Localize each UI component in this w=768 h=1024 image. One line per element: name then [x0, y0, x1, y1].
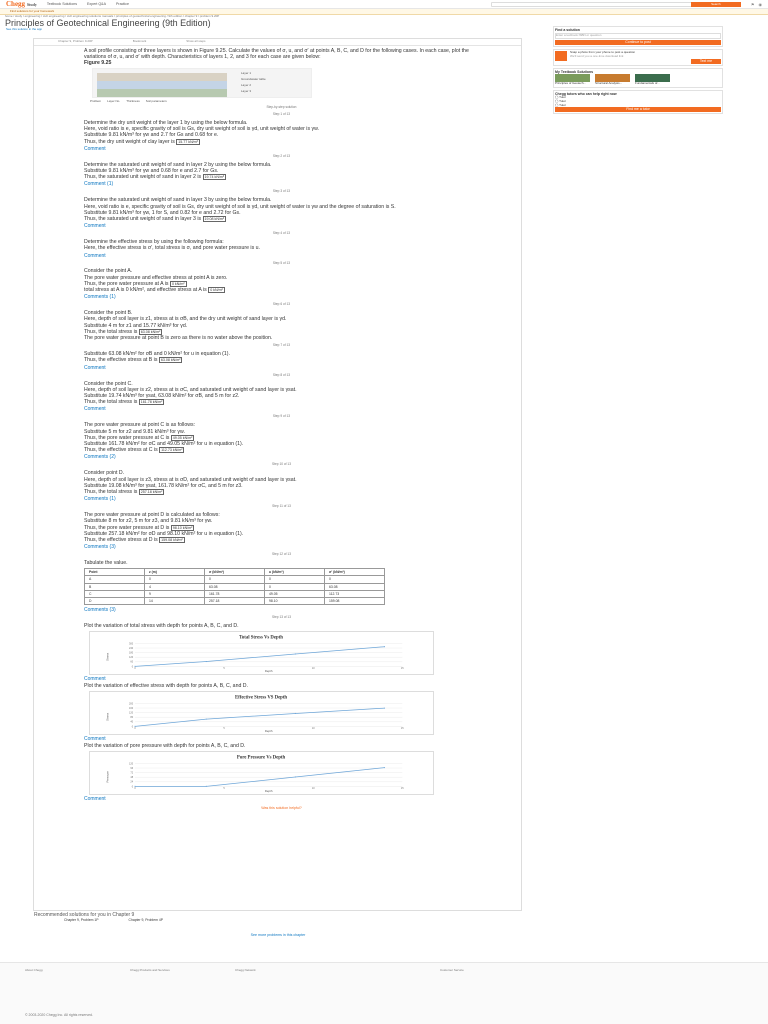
y-tick-label: 120 [128, 762, 134, 766]
snap-photo-card [553, 49, 723, 66]
table-cell: 9 [145, 590, 205, 597]
step-text: Consider the point B. [84, 310, 133, 317]
result-text: Thus, the dry unit weight of clay layer is [84, 138, 175, 145]
layer-2-band [97, 81, 227, 89]
y-tick-label: 80 [130, 716, 134, 720]
step-sub: Substitute 4 m for z1 and 15.77 kN/m³ for γd. [84, 322, 188, 329]
footer-col-network[interactable]: Chegg Network [235, 968, 256, 972]
result-text: Thus, the saturated unit weight of sand in layer 3 is [84, 216, 202, 223]
y-tick-label: 48 [130, 776, 134, 780]
nav-practice[interactable]: Practice [115, 1, 129, 6]
step-sub: Substitute 19.74 kN/m³ for γsat, 63.08 kN/m² for σB, and 5 m for z2. [84, 392, 240, 399]
rec-link-1[interactable]: Chapter 9, Problem 1P [64, 918, 99, 923]
chart-lead-text: Plot the variation of effective stress with depth for points A, B, C, and D. [84, 682, 248, 689]
solution-step [84, 155, 479, 188]
y-axis-label: Stress [105, 712, 110, 721]
data-point [384, 708, 385, 709]
rec-link-2[interactable]: Chapter 9, Problem 4P [128, 918, 163, 923]
step-result [84, 335, 479, 341]
result-text: Thus, the total stress is [84, 489, 138, 496]
comment-link[interactable]: Comment [84, 252, 106, 259]
table-row [85, 590, 385, 597]
step-sub: The pore water pressure and effective stress at point A is zero. [84, 274, 228, 281]
table-cell: 14 [145, 597, 205, 604]
step-sub: Here, depth of soil layer is z3, stress at is σD, and saturated unit weight of sand layer is γsat. [84, 476, 297, 483]
step-result [84, 174, 479, 180]
solution-step [84, 303, 479, 341]
solution-step [84, 374, 479, 413]
step-sub: Substitute 19.08 kN/m³ for γsat, 161.78 kN/m² for σC, and 5 m for z3. [84, 482, 243, 489]
x-tick-label: 0 [134, 667, 136, 671]
solution-content [34, 46, 521, 811]
step-sub: Here, void ratio is e, specific gravity of soil is Gs, dry unit weight of soil is γd, unit weight of water is γw and the degree of saturation is S. [84, 203, 396, 210]
comment-link[interactable]: Comment [84, 145, 106, 152]
step-result [84, 139, 479, 145]
result-text: total stress at A is 0 kN/m², and effective stress at A is [84, 287, 207, 294]
x-tick-label: 15 [400, 667, 404, 671]
book-title-3[interactable]: Fundamentals of... [635, 81, 660, 85]
breadcrumb[interactable]: home / study / engineering / civil engineering / civil engineering solutions manuals / principles of geotechnical engineering / 9th edition / chapter 9 / problem 9.20P [5, 15, 220, 18]
comment-link[interactable]: Comment [84, 223, 106, 230]
x-tick-label: 15 [400, 787, 404, 791]
step-sub: Here, depth of soil layer is z2, stress at is σC, and saturated unit weight of sand layer is γsat. [84, 386, 297, 393]
textbooks-title: My Textbook Solutions [555, 69, 594, 74]
soil-profile-figure [92, 68, 312, 98]
values-table [84, 568, 385, 604]
table-cell: 4 [145, 583, 205, 590]
text-me-button[interactable]: Text me [691, 59, 721, 64]
step-header: Step 8 of 13 [272, 372, 291, 377]
x-tick-label: 5 [223, 667, 225, 671]
textbook-solutions-card [553, 68, 723, 88]
step-by-step-label: Step-by-step solution [266, 105, 297, 110]
comment-link[interactable]: Comments (3) [84, 544, 116, 551]
y-axis-label: Stress [105, 652, 110, 661]
continue-button[interactable]: Continue to post [555, 40, 721, 45]
comment-link[interactable]: Comments (1) [84, 496, 116, 503]
comment-link[interactable]: Comments (3) [84, 606, 116, 613]
result-value: 19.08 kN/m³ [204, 217, 225, 222]
step-text: Tabulate the value. [84, 560, 128, 567]
tutor-row[interactable]: ◯ Tutor [555, 98, 567, 103]
step-header: Step 6 of 13 [272, 302, 291, 307]
table-cell: 0 [205, 576, 265, 583]
step-sub: Substitute 5 m for z2 and 9.81 kN/m³ for γw. [84, 428, 185, 435]
table-header: z (m) [145, 569, 205, 576]
table-cell: 159.08 [325, 597, 385, 604]
result-text: Thus, the effective stress at B is [84, 357, 158, 364]
data-point [295, 713, 296, 714]
solution-step [84, 505, 479, 550]
x-axis-label: Depth [264, 789, 273, 794]
y-tick-label: 160 [128, 707, 134, 711]
table-cell: 112.73 [325, 590, 385, 597]
table-row [85, 576, 385, 583]
data-point [206, 661, 207, 662]
chapter-bar [34, 39, 521, 46]
book-title: Principles of Geotechnical Engineering (9th Edition) [5, 18, 211, 28]
table-cell: 63.08 [205, 583, 265, 590]
step-sub: Here, depth of soil layer is z1, stress at is σB, and the dry unit weight of sand layer is γd. [84, 316, 287, 323]
account-icon[interactable]: ◉ [758, 1, 762, 7]
table-cell: C [85, 590, 145, 597]
step-header: Step 10 of 13 [272, 462, 291, 467]
x-axis-label: Depth [264, 729, 273, 734]
data-point [131, 725, 135, 729]
x-tick-label: 0 [134, 787, 136, 791]
y-tick-label: 180 [128, 651, 134, 655]
book-title-1[interactable]: Principles of Geotech... [555, 81, 587, 85]
table-cell: 0 [145, 576, 205, 583]
result-text: Thus, the pore water pressure at D is [84, 524, 170, 531]
step-text: Determine the dry unit weight of the layer 1 by using the below formula. [84, 119, 248, 126]
step-text: The pore water pressure at point C is as follows: [84, 422, 196, 429]
step-sub: Substitute 9.81 kN/m³ for γw, 1 for S, and 0.82 for e and 2.72 for Gs. [84, 209, 241, 216]
fig-legend-1: Layer 1 [241, 70, 252, 75]
step-sub: Here, void ratio is e, specific gravity of soil is Gs, dry unit weight of soil is γd, unit weight of water is γw. [84, 126, 319, 133]
helpful-prompt[interactable]: Was this solution helpful? [261, 806, 302, 811]
step-header: Step 11 of 13 [272, 504, 291, 509]
solution-step [84, 344, 479, 370]
step-result [84, 537, 479, 543]
step-text: Plot the variation of total stress with depth for points A, B, C, and D. [84, 622, 239, 629]
data-point [295, 653, 296, 654]
nav-textbook-solutions[interactable]: Textbook Solutions [46, 1, 77, 6]
step-header: Step 3 of 13 [272, 189, 291, 194]
steps-list [84, 113, 479, 802]
layer-3-band [97, 89, 227, 97]
chart-title: Pore Pressure Vs Depth [236, 755, 286, 761]
chart-block [84, 683, 479, 742]
x-tick-label: 0 [134, 727, 136, 731]
y-tick-label: 200 [128, 702, 134, 706]
search-button[interactable]: Search [691, 2, 741, 7]
comment-link[interactable]: Comment [84, 675, 106, 682]
line-chart [89, 691, 434, 735]
y-tick-label: 120 [128, 711, 134, 715]
result-text: Thus, the pore water pressure at C is [84, 434, 170, 441]
step-text: Determine the saturated unit weight of sand in layer 2 by using the below formula. [84, 161, 272, 168]
x-tick-label: 10 [311, 727, 315, 731]
result-text: The pore water pressure at point B is zero as there is no water above the position. [84, 335, 273, 342]
soil-table-header: Problem Layer No. Thickness Soil parameters [90, 98, 167, 103]
data-point [131, 665, 135, 669]
y-tick-label: 0 [131, 725, 134, 729]
find-solution-card [553, 26, 723, 47]
find-solution-field[interactable]: Enter a textbook ISBN or question [555, 33, 721, 39]
step-text: Consider the point C. [84, 380, 133, 387]
result-value: 161.78 kN/m² [140, 400, 163, 405]
comment-link[interactable]: Comment [84, 736, 106, 743]
phone-icon [555, 51, 567, 61]
problem-text: A soil profile consisting of three layers is shown in Figure 9.25. Calculate the values of σ, u, and σ′ at points A, B, C, and D for the following cases. In each case, plot the variations of σ, u, and σ′ with depth. Characteristics of layers 1, 2, and 3 for each case are given below: [84, 48, 469, 61]
table-cell: A [85, 576, 145, 583]
table-row [85, 597, 385, 604]
recommended-solutions [34, 912, 522, 942]
chart-title: Total Stress Vs Depth [239, 635, 283, 641]
table-header: σ (kN/m²) [205, 569, 265, 576]
step-text: Determine the saturated unit weight of sand in layer 3 by using the below formula. [84, 197, 272, 204]
figure-label: Figure 9.25 [84, 60, 112, 67]
solution-step [84, 553, 479, 612]
result-value: 49.05 kN/m² [172, 435, 193, 440]
layer-1-band [97, 73, 227, 81]
comment-link[interactable]: Comment (1) [84, 181, 114, 188]
data-point [131, 785, 135, 789]
step-text: Substitute 63.08 kN/m² for σB and 0 kN/m² for u in equation (1). [84, 351, 230, 358]
footer [0, 962, 768, 1024]
y-tick-label: 24 [130, 781, 134, 785]
table-header: Point [85, 569, 145, 576]
solution-step [84, 262, 479, 301]
snap-title: Snap a photo from your phone to post a question [570, 50, 636, 55]
table-cell: 257.18 [205, 597, 265, 604]
right-sidebar [553, 26, 723, 150]
footer-col-products[interactable]: Chegg Products and Services [130, 968, 170, 972]
data-point [206, 786, 207, 787]
chart-block [84, 743, 479, 802]
step-text: Consider point D. [84, 470, 125, 477]
step-header: Step 13 of 13 [272, 614, 291, 619]
step-header: Step 5 of 13 [272, 260, 291, 265]
data-point [206, 719, 207, 720]
result-value: 159.08 kN/m² [161, 538, 183, 543]
solution-step [84, 190, 479, 229]
x-tick-label: 15 [400, 727, 404, 731]
step-result [84, 287, 479, 293]
table-cell: 0 [265, 583, 325, 590]
top-bar [0, 0, 768, 9]
bookmark-button[interactable]: Bookmark [132, 39, 147, 44]
result-value: 257.18 kN/m² [140, 490, 163, 495]
chart-svg [90, 632, 433, 674]
step-text: The pore water pressure at point D is calculated as follows: [84, 512, 220, 519]
step-result [84, 399, 479, 405]
solution-step [84, 616, 479, 803]
y-tick-label: 0 [131, 665, 134, 669]
series-line [135, 647, 384, 667]
chegg-logo[interactable]: Chegg Study [6, 0, 37, 8]
table-cell: D [85, 597, 145, 604]
chart-lead-text: Plot the variation of pore pressure with depth for points A, B, C, and D. [84, 743, 246, 750]
see-in-app-link[interactable]: See this solution in the app [6, 27, 43, 31]
solution-step [84, 232, 479, 258]
y-tick-label: 300 [128, 642, 134, 646]
line-chart [89, 631, 434, 675]
step-result [84, 489, 479, 495]
result-text: Substitute 161.78 kN/m² for σC and 49.05 kN/m² for u in equation (1). [84, 441, 244, 447]
tutors-title: Chegg tutors who can help right now [555, 91, 617, 96]
fig-legend-3: Layer 2 [241, 82, 252, 87]
step-sub: Here, the effective stress is σ′, total stress is σ, and pore water pressure is u. [84, 245, 260, 252]
step-text: Consider the point A. [84, 268, 133, 275]
y-tick-label: 72 [130, 771, 134, 775]
data-point [384, 767, 385, 768]
x-tick-label: 10 [311, 667, 315, 671]
step-header: Step 4 of 13 [272, 231, 291, 236]
step-header: Step 1 of 13 [272, 112, 291, 117]
comment-link[interactable]: Comments (2) [84, 454, 116, 461]
nav-expert-qa[interactable]: Expert Q&A [87, 1, 106, 6]
tutor-row[interactable]: ◯ Tutor [555, 95, 567, 100]
table-cell: 49.05 [265, 590, 325, 597]
table-cell: 0 [265, 576, 325, 583]
y-tick-label: 96 [130, 767, 134, 771]
copyright: © 2003-2020 Chegg Inc. All rights reserved. [25, 1013, 93, 1017]
y-tick-label: 0 [131, 785, 134, 789]
solution-panel [33, 38, 522, 911]
table-header: u (kN/m²) [265, 569, 325, 576]
result-text: Thus, the effective stress at C is [84, 447, 158, 454]
footer-col-service[interactable]: Customer Service [440, 968, 464, 972]
series-line [135, 768, 384, 787]
fig-legend-2: Groundwater table [241, 76, 266, 81]
result-text: Substitute 257.18 kN/m² for σD and 98.10 kN/m² for u in equation (1). [84, 530, 244, 537]
charts-area [84, 631, 479, 802]
see-more-link[interactable]: See more problems in this chapter [250, 932, 306, 937]
x-tick-label: 10 [311, 787, 315, 791]
find-tutor-button[interactable]: Find me a tutor [555, 107, 721, 112]
y-tick-label: 120 [128, 655, 134, 659]
result-value: 112.73 kN/m² [161, 448, 183, 453]
chart-title: Effective Stress VS Depth [234, 695, 288, 701]
promo-banner: Find solutions for your homework [0, 9, 768, 15]
step-header: Step 7 of 13 [272, 343, 291, 348]
y-tick-label: 240 [128, 646, 134, 650]
book-title-2[interactable]: Structural Analysis... [595, 81, 623, 85]
result-value: 98.10 kN/m² [172, 525, 193, 530]
fig-legend-4: Layer 3 [241, 88, 252, 93]
result-value: 63.08 kN/m² [160, 358, 181, 363]
comment-link[interactable]: Comments (1) [84, 294, 116, 301]
x-tick-label: 5 [223, 727, 225, 731]
y-axis-label: Pressure [105, 771, 110, 783]
table-cell: B [85, 583, 145, 590]
result-value: 63.08 kN/m² [140, 329, 161, 334]
chart-svg [90, 752, 433, 794]
x-axis-label: Depth [264, 668, 273, 673]
step-header: Step 9 of 13 [272, 414, 291, 419]
chart-block [84, 631, 479, 682]
bell-icon[interactable]: ⚑ [750, 1, 755, 7]
data-point [384, 646, 385, 647]
search-input[interactable] [491, 2, 741, 7]
snap-text: We'll send you a one-time download link [570, 53, 624, 58]
result-value: 19.74 kN/m³ [204, 175, 225, 180]
line-chart [89, 751, 434, 795]
show-all-steps-button[interactable]: Show all steps [186, 39, 206, 44]
result-text: Thus, the saturated unit weight of sand in layer 2 is [84, 174, 202, 181]
comment-link[interactable]: Comment [84, 406, 106, 413]
result-text: Thus, the total stress is [84, 399, 138, 406]
result-value: 15.77 kN/m³ [178, 139, 198, 144]
step-header: Step 2 of 13 [272, 153, 291, 158]
x-tick-label: 5 [223, 787, 225, 791]
comment-link[interactable]: Comment [84, 796, 106, 803]
tutor-row[interactable]: ◯ Tutor [555, 102, 567, 107]
comment-link[interactable]: Comment [84, 364, 106, 371]
tutors-card [553, 90, 723, 115]
data-point [295, 777, 296, 778]
result-text: Thus, the effective stress at D is [84, 537, 158, 544]
result-value: 0 kN/m² [171, 281, 185, 286]
footer-col-about[interactable]: About Chegg [25, 968, 43, 972]
step-result [84, 357, 479, 363]
table-header: σ′ (kN/m²) [325, 569, 385, 576]
result-value: 0 kN/m² [210, 288, 223, 293]
solution-step [84, 113, 479, 152]
recs-title: Recommended solutions for you in Chapter 9 [34, 912, 135, 918]
step-result [84, 216, 479, 222]
y-tick-label: 40 [130, 720, 134, 724]
result-text: Thus, the total stress is [84, 328, 138, 335]
step-text: Determine the effective stress by using the following formula: [84, 239, 224, 246]
table-row [85, 583, 385, 590]
table-cell: 161.78 [205, 590, 265, 597]
problem-id: Chapter 9, Problem 9.20P [58, 39, 93, 44]
step-sub: Substitute 8 m for z2, 5 m for z3, and 9.81 kN/m³ for γw. [84, 518, 213, 525]
step-sub: Substitute 9.81 kN/m³ for γw and 2.7 for Gs and 0.68 for e. [84, 132, 219, 139]
y-tick-label: 60 [130, 660, 134, 664]
find-solution-title: Find a solution [555, 28, 580, 32]
step-result [84, 447, 479, 453]
table-cell: 0 [325, 576, 385, 583]
solution-step [84, 415, 479, 460]
result-text: Thus, the pore water pressure at A is [84, 280, 169, 287]
step-header: Step 12 of 13 [272, 552, 291, 557]
table-cell: 63.08 [325, 583, 385, 590]
step-sub: Substitute 9.81 kN/m³ for γw and 0.68 for e and 2.7 for Gs. [84, 168, 219, 174]
solution-step [84, 463, 479, 502]
table-cell: 98.10 [265, 597, 325, 604]
chart-svg [90, 692, 433, 734]
